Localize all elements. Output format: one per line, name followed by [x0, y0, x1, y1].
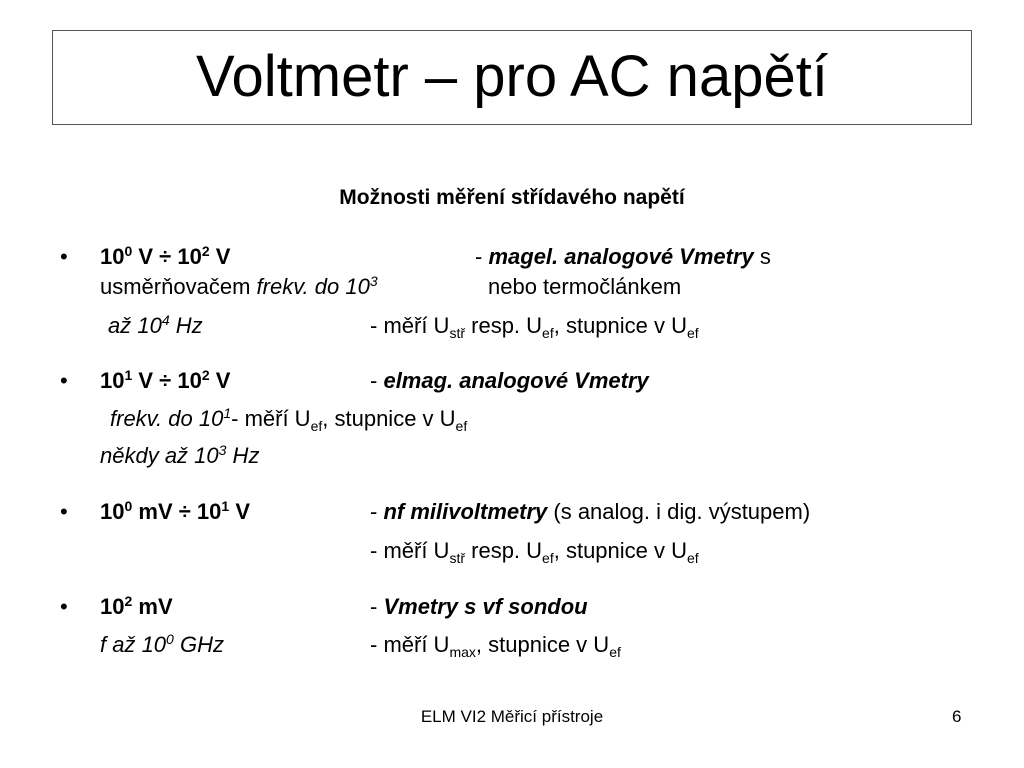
bullet-3-range: $10^0$ mV ÷ $10^1$ V: [100, 498, 250, 524]
bullet-2-line2: frekv. do $10^1-$ měří $U_{ef}$, stupnice v $U_{ef}$: [110, 405, 468, 434]
bullet-1-range: $10^0$ $V \div 10^2$ V: [100, 243, 231, 269]
bullet-2-type: - elmag. analogové Vmetry: [370, 368, 649, 393]
bullet-4-marker: •: [60, 594, 68, 619]
slide-title: Voltmetr – pro AC napětí: [196, 44, 828, 109]
bullet-4-range: $10^2$ mV: [100, 593, 173, 619]
footer-text: ELM VI2 Měřicí přístroje: [420, 707, 604, 726]
bullet-1-marker: •: [60, 244, 68, 269]
bullet-4-freq: f až $10^0$ GHz: [100, 631, 224, 657]
bullet-4-measure: - měří $U_{max}$, stupnice v $U_{ef}$: [370, 632, 621, 660]
bullet-3-type: - nf milivoltmetry (s analog. i dig. výstupem): [370, 499, 811, 524]
bullet-1-type: - magel. analogové Vmetry s: [475, 244, 771, 269]
bullet-3-marker: •: [60, 499, 68, 524]
bullet-1-line2-alt: nebo termočlánkem: [488, 274, 682, 299]
bullet-1-measure: - měří $U_{stř}$ resp. $U_{ef}$, stupnice v $U_{ef}$: [370, 313, 699, 341]
bullet-2-range: $10^1$ $V \div 10^2$ V: [100, 367, 231, 393]
title-box: [52, 30, 972, 125]
slide-subtitle: Možnosti měření střídavého napětí: [339, 186, 685, 209]
bullet-1-line2: usměrňovačem frekv. do $10^3$: [100, 273, 378, 299]
bullet-3-measure: - měří $U_{stř}$ resp. $U_{ef}$, stupnice v $U_{ef}$: [370, 538, 699, 566]
bullet-1-freq: až $10^4$ Hz: [108, 312, 203, 338]
bullet-2-line3: někdy až $10^3$ Hz: [100, 442, 260, 468]
bullet-2-marker: •: [60, 368, 68, 393]
bullet-4-type: - Vmetry s vf sondou: [370, 594, 588, 619]
page-number: 6: [952, 707, 962, 726]
